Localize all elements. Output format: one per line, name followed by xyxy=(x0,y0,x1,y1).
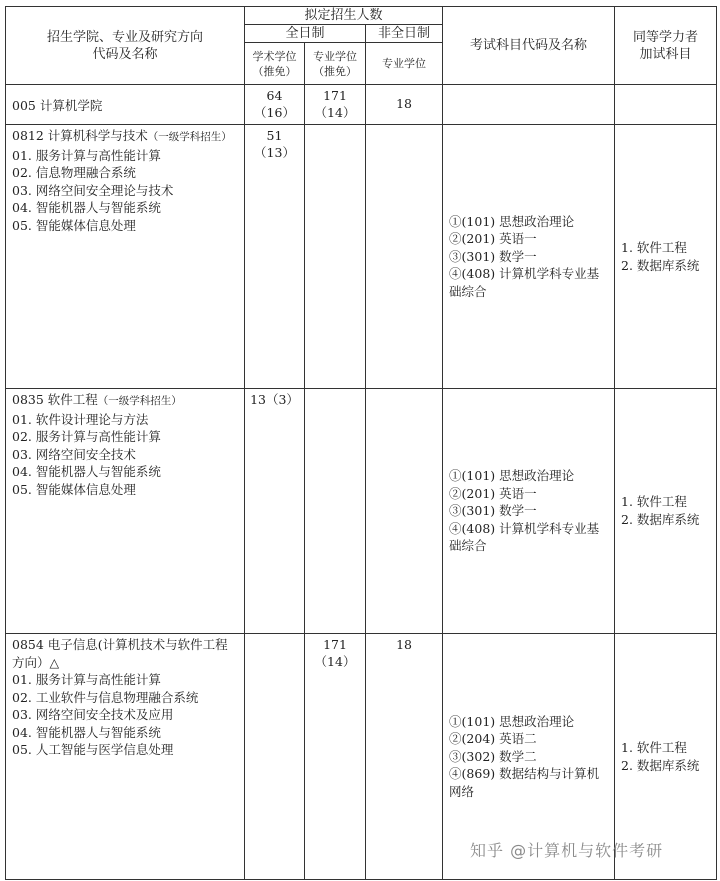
header-academic xyxy=(245,43,305,85)
exam-subject: ②(201) 英语一 xyxy=(449,231,537,247)
exam-subject: ④(408) 计算机学科专业基 xyxy=(449,266,600,282)
extra-subject: 2. 数据库系统 xyxy=(621,757,700,773)
major-parttime-0854: 18 xyxy=(366,634,443,880)
major-note: （一级学科招生） xyxy=(147,131,232,143)
admissions-table xyxy=(5,6,717,880)
school-academic-count: 64 xyxy=(266,88,283,103)
extra-subject: 2. 数据库系统 xyxy=(621,257,700,273)
exam-subject: 网络 xyxy=(449,783,475,799)
major-title-cont: 方向）△ xyxy=(12,654,60,670)
header-name-line2: 代码及名称 xyxy=(92,46,158,62)
extra-subject: 2. 数据库系统 xyxy=(621,512,700,527)
major-parttime-0812 xyxy=(366,125,443,389)
major-title: 0812 计算机科学与技术 xyxy=(12,128,148,143)
table-row-major-0812 xyxy=(6,125,717,389)
major-name-0854 xyxy=(6,634,245,880)
exam-subject: ③(301) 数学一 xyxy=(449,503,537,519)
school-name: 005 计算机学院 xyxy=(6,85,245,125)
header-parttime-prof: 专业学位 xyxy=(366,43,443,85)
school-academic-exempt: （16） xyxy=(254,105,295,120)
header-academic-line1: 学术学位 xyxy=(252,49,297,63)
extra-subject: 1. 软件工程 xyxy=(621,239,687,255)
major-academic-0835 xyxy=(245,389,305,634)
school-professional-exempt: （14） xyxy=(314,105,356,120)
header-fulltime: 全日制 xyxy=(245,25,366,43)
exam-subject: ④(869) 数据结构与计算机 xyxy=(449,766,600,782)
header-parttime: 非全日制 xyxy=(366,25,443,43)
direction-item: 01. 服务计算与高性能计算 xyxy=(12,672,161,687)
school-parttime: 18 xyxy=(366,85,443,125)
major-exam-0812 xyxy=(443,125,615,389)
watermark: 知乎 @计算机与软件考研 xyxy=(470,841,664,860)
exam-subject: ①(101) 思想政治理论 xyxy=(449,213,575,229)
table-row-major-0835 xyxy=(6,389,717,634)
major-extra-0812 xyxy=(615,125,717,389)
school-professional-count: 171 xyxy=(323,88,347,103)
header-professional xyxy=(305,43,366,85)
major-professional-0812 xyxy=(305,125,366,389)
major-exam-0835 xyxy=(443,389,615,634)
major-parttime-0835 xyxy=(366,389,443,634)
table-row-school xyxy=(6,85,717,125)
extra-subject: 1. 软件工程 xyxy=(621,739,687,755)
exam-subject: 础综合 xyxy=(449,538,487,554)
direction-item: 05. 智能媒体信息处理 xyxy=(12,481,136,497)
header-professional-line2: （推免） xyxy=(313,64,357,78)
major-professional-0835 xyxy=(305,389,366,634)
academic-exempt: （13） xyxy=(254,145,295,160)
academic-count: 13（3） xyxy=(250,392,299,407)
direction-item: 01. 服务计算与高性能计算 xyxy=(12,147,161,163)
exam-subject: ④(408) 计算机学科专业基 xyxy=(449,520,600,536)
professional-count: 171 xyxy=(323,637,347,652)
major-professional-0854 xyxy=(305,634,366,880)
direction-item: 03. 网络空间安全理论与技术 xyxy=(12,182,174,198)
school-academic xyxy=(245,85,305,125)
major-extra-0835 xyxy=(615,389,717,634)
header-name-line1: 招生学院、专业及研究方向 xyxy=(46,29,203,45)
extra-subject: 1. 软件工程 xyxy=(621,494,687,509)
exam-subject: ③(302) 数学二 xyxy=(449,748,537,764)
direction-item: 03. 网络空间安全技术 xyxy=(12,446,136,462)
header-extra xyxy=(615,7,717,85)
exam-subject: ①(101) 思想政治理论 xyxy=(449,713,575,729)
direction-item: 01. 软件设计理论与方法 xyxy=(12,411,149,427)
header-academic-line2: （推免） xyxy=(252,64,297,78)
header-exam: 考试科目代码及名称 xyxy=(443,7,615,85)
direction-item: 02. 工业软件与信息物理融合系统 xyxy=(12,689,199,705)
header-planned: 拟定招生人数 xyxy=(245,7,443,25)
school-professional xyxy=(305,85,366,125)
direction-item: 02. 信息物理融合系统 xyxy=(12,165,136,180)
major-name-0812 xyxy=(6,125,245,389)
exam-subject: ②(204) 英语二 xyxy=(449,731,537,747)
academic-count: 51 xyxy=(266,128,283,143)
major-note: （一级学科招生） xyxy=(97,395,182,407)
school-exam xyxy=(443,85,615,125)
header-name-column xyxy=(6,7,245,85)
exam-subject: ②(201) 英语一 xyxy=(449,485,537,501)
professional-exempt: （14） xyxy=(314,654,356,669)
header-professional-line1: 专业学位 xyxy=(313,49,357,63)
major-name-0835 xyxy=(6,389,245,634)
school-extra xyxy=(615,85,717,125)
direction-item: 04. 智能机器人与智能系统 xyxy=(12,464,161,479)
direction-item: 03. 网络空间安全技术及应用 xyxy=(12,707,174,722)
direction-item: 02. 服务计算与高性能计算 xyxy=(12,429,161,444)
direction-item: 04. 智能机器人与智能系统 xyxy=(12,200,161,215)
direction-item: 05. 人工智能与医学信息处理 xyxy=(12,742,174,757)
direction-item: 05. 智能媒体信息处理 xyxy=(12,217,136,233)
direction-item: 04. 智能机器人与智能系统 xyxy=(12,724,161,740)
major-academic-0812 xyxy=(245,125,305,389)
header-extra-line1: 同等学力者 xyxy=(633,29,699,45)
major-title: 0854 电子信息(计算机技术与软件工程 xyxy=(12,637,228,652)
major-title: 0835 软件工程 xyxy=(12,392,98,407)
exam-subject: 础综合 xyxy=(449,283,487,299)
exam-subject: ①(101) 思想政治理论 xyxy=(449,468,575,484)
header-extra-line2: 加试科目 xyxy=(639,46,692,62)
exam-subject: ③(301) 数学一 xyxy=(449,248,537,264)
major-academic-0854 xyxy=(245,634,305,880)
